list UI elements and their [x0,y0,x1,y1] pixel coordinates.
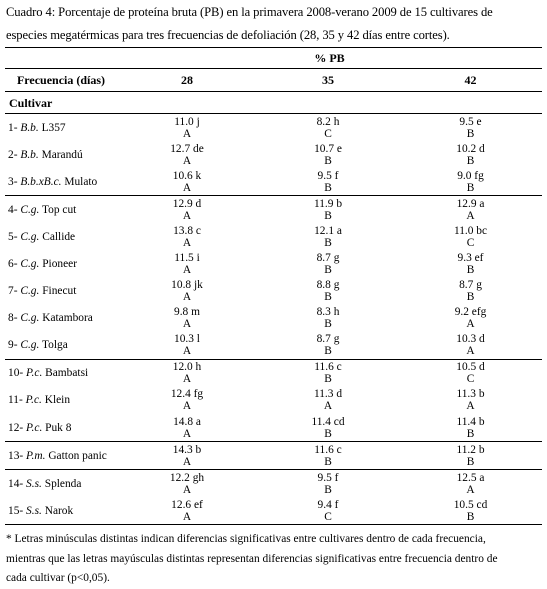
cultivar-number: 2- [8,148,18,161]
table-row [5,278,542,305]
pb-value: 9.4 f [317,498,339,511]
cultivar-name [5,278,117,305]
pb-cell-28 [117,114,257,142]
pb-value: 11.3 d [313,388,343,401]
table-row [5,250,542,277]
pb-cell-35 [257,141,399,168]
pb-cell-35 [257,414,399,442]
species-abbreviation: C.g. [20,258,40,271]
cultivar-number: 13- [8,449,24,462]
pb-value: 12.5 a [456,471,485,484]
frequency-letter: B [324,236,332,249]
table-row [5,196,542,224]
pb-value: 11.4 b [456,415,485,428]
frequency-letter: B [324,291,332,304]
frequency-letter: B [324,373,332,386]
pb-cell-28 [117,168,257,196]
pb-cell-35 [257,168,399,196]
pb-value: 8.7 g [459,279,482,292]
frequency-letter: B [466,427,475,440]
frequency-letter: C [324,510,332,523]
cultivar-label: Splenda [44,477,82,490]
frequency-letter: B [324,264,332,277]
cultivar-label: Gatton panic [48,449,107,462]
pb-cell-42 [399,305,542,332]
pb-value: 8.7 g [316,252,340,265]
cultivar-label: Klein [44,394,71,407]
frequency-letter: B [466,264,475,277]
pb-cell-35 [257,250,399,277]
pb-cell-35 [257,470,399,498]
pb-cell-28 [117,305,257,332]
cultivar-label: Mulato [64,175,98,188]
pb-value: 9.0 fg [457,169,484,182]
pb-cell-42 [399,141,542,168]
pb-cell-28 [117,387,257,414]
pb-cell-35 [257,305,399,332]
pb-value: 8.3 h [316,306,340,319]
pb-cell-42 [399,250,542,277]
pb-cell-42 [399,359,542,387]
pb-cell-42 [399,442,542,470]
frequency-letter: B [324,345,332,358]
pb-cell-28 [117,332,257,360]
cultivar-name [5,414,117,442]
cultivar-number: 4- [8,203,18,216]
pb-value: 11.0 bc [453,224,488,237]
pb-cell-42 [399,223,542,250]
pb-value: 10.8 jk [171,279,203,292]
group-header-row [5,48,542,69]
cultivar-number: 7- [8,285,18,298]
frequency-letter: A [182,181,192,194]
pb-cell-42 [399,278,542,305]
pb-value: 14.8 a [173,415,201,428]
cultivar-label: Narok [44,504,74,517]
cultivar-number: 1- [8,121,18,134]
cultivar-name [5,114,117,142]
frequency-letter: A [466,483,475,496]
table-row [5,114,542,142]
freq-35-header: 35 [257,69,399,92]
table-caption [6,1,546,47]
pb-cell-35 [257,442,399,470]
cultivar-number: 14- [8,477,24,490]
pb-value: 12.6 ef [171,498,203,511]
table-row [5,470,542,498]
cultivar-section-label: Cultivar [5,92,542,114]
pb-cell-42 [399,470,542,498]
cultivar-name [5,141,117,168]
frequency-letter: C [466,373,475,386]
frequency-letter: A [182,400,192,413]
pb-cell-28 [117,414,257,442]
species-abbreviation: B.b. [20,148,39,161]
pb-value: 8.7 g [316,333,340,346]
pb-value: 13.8 c [173,224,201,237]
pb-value: 11.5 i [174,252,200,265]
cultivar-name [5,305,117,332]
cultivar-name [5,442,117,470]
cultivar-number: 11- [8,394,23,407]
pb-cell-42 [399,497,542,525]
pb-cell-42 [399,196,542,224]
pb-value: 10.7 e [314,142,342,155]
species-abbreviation: P.c. [26,421,43,434]
pb-cell-42 [399,387,542,414]
pb-value: 10.3 d [456,333,485,346]
pb-cell-35 [257,114,399,142]
frequency-letter: A [466,209,475,222]
pb-cell-28 [117,250,257,277]
cultivar-label: Callide [42,230,76,243]
species-abbreviation: C.g. [20,312,40,325]
frequency-letter: B [324,455,332,468]
pb-value: 14.3 b [172,443,202,456]
cultivar-number: 10- [8,367,24,380]
pb-cell-42 [399,168,542,196]
pb-value: 12.4 fg [170,388,204,401]
pb-value: 9.8 m [174,306,200,319]
pb-value: 12.1 a [314,224,342,237]
caption-line-2: especies megatérmicas para tres frecuencias de defoliación (28, 35 y 42 días entre cortes). [6,28,450,42]
frequency-letter: A [182,264,192,277]
footnote-line-3: cada cultivar (p<0,05). [6,572,110,584]
pb-value: 11.6 c [314,361,342,374]
frequency-letter: A [182,373,192,386]
footnote-line-1: * Letras minúsculas distintas indican diferencias significativas entre cultivares dentro de cada frecuencia, [6,533,486,545]
pb-value: 11.4 cd [311,415,345,428]
frequency-letter: B [324,483,332,496]
pb-cell-28 [117,223,257,250]
cultivar-number: 8- [8,312,18,325]
table-row [5,141,542,168]
pb-cell-35 [257,223,399,250]
pb-value: 11.3 b [456,388,485,401]
table-row [5,497,542,525]
pb-value: 10.3 l [174,333,200,346]
cultivar-number: 6- [8,258,18,271]
group-header: % PB [117,48,542,69]
pb-value: 10.2 d [456,142,485,155]
cultivar-label: Top cut [42,203,77,216]
pb-cell-28 [117,278,257,305]
species-abbreviation: C.g. [20,230,40,243]
frequency-letter: A [182,345,192,358]
cultivar-label: Finecut [42,285,77,298]
table-row [5,442,542,470]
freq-28-header: 28 [117,69,257,92]
pb-cell-28 [117,196,257,224]
cultivar-name [5,497,117,525]
pb-cell-28 [117,442,257,470]
cultivar-label: Pioneer [42,258,78,271]
pb-value: 9.3 ef [457,252,484,265]
pb-cell-35 [257,278,399,305]
footnote-line-2: mientras que las letras mayúsculas distintas representan diferencias significativas entre frecuencia dentro de [6,552,498,565]
frequency-letter: A [182,455,192,468]
frequency-letter: A [466,400,475,413]
species-abbreviation: S.s. [26,504,42,517]
cultivar-number: 12- [8,421,24,434]
pb-value: 12.0 h [172,361,202,374]
frequency-letter: B [466,291,475,304]
pb-value: 10.5 d [456,361,485,374]
cultivar-number: 9- [8,339,18,352]
pb-cell-28 [117,141,257,168]
pb-value: 9.2 efg [454,306,487,319]
footnote [6,530,542,589]
frequency-label: Frecuencia (días) [5,69,117,92]
species-abbreviation: B.b.xB.c. [20,175,62,188]
frequency-letter: B [324,209,332,222]
pb-cell-42 [399,114,542,142]
frequency-letter: A [182,154,192,167]
frequency-letter: B [324,181,332,194]
cultivar-label: L357 [41,121,66,134]
cultivar-name [5,332,117,360]
pb-cell-35 [257,359,399,387]
frequency-letter: A [182,427,192,440]
pb-value: 12.7 de [170,142,204,155]
frequency-letter: B [324,318,332,331]
frequency-letter: B [466,181,475,194]
table-row [5,414,542,442]
frequency-letter: A [182,236,192,249]
cultivar-label: Puk 8 [45,421,72,434]
caption-line-1: Cuadro 4: Porcentaje de proteína bruta (PB) en la primavera 2008-verano 2009 de 15 cultivares de [6,5,493,19]
pb-value: 11.6 c [314,443,342,456]
frequency-letter: B [324,154,332,167]
cultivar-label: Katambora [42,312,93,325]
cultivar-number: 3- [8,175,18,188]
pb-value: 12.9 a [456,197,485,210]
pb-cell-35 [257,497,399,525]
pb-cell-28 [117,497,257,525]
cultivar-name [5,250,117,277]
cultivar-number: 15- [8,504,24,517]
cultivar-name [5,470,117,498]
pb-value: 11.9 b [313,197,343,210]
pb-cell-35 [257,387,399,414]
pb-value: 11.2 b [456,443,485,456]
pb-cell-35 [257,332,399,360]
frequency-letter: A [466,318,475,331]
frequency-letter: A [466,345,475,358]
frequency-letter: C [324,127,332,140]
cultivar-name [5,359,117,387]
species-abbreviation: C.g. [20,285,40,298]
pb-cell-28 [117,359,257,387]
species-abbreviation: B.b. [20,121,39,134]
frequency-letter: A [182,510,192,523]
species-abbreviation: S.s. [26,477,42,490]
table-row [5,332,542,360]
frequency-letter: A [323,400,333,413]
frequency-letter: B [466,455,475,468]
pb-value: 8.2 h [316,115,340,128]
pb-value: 8.8 g [316,279,340,292]
frequency-letter: A [182,209,192,222]
table-row [5,305,542,332]
species-abbreviation: P.m. [26,449,46,462]
cultivar-name [5,196,117,224]
frequency-letter: A [182,291,192,304]
pb-value: 9.5 f [317,471,339,484]
cultivar-label: Marandú [41,148,83,161]
cultivar-name [5,387,117,414]
cultivar-name [5,168,117,196]
column-header-row [5,69,542,92]
frequency-letter: A [182,318,192,331]
frequency-letter: A [182,483,192,496]
species-abbreviation: P.c. [26,367,43,380]
pb-cell-35 [257,196,399,224]
frequency-letter: A [182,127,192,140]
frequency-letter: B [466,154,475,167]
cultivar-name [5,223,117,250]
pb-value: 11.0 j [174,115,200,128]
table-row [5,223,542,250]
pb-value: 12.2 gh [169,471,205,484]
frequency-letter: B [324,427,332,440]
table-row [5,387,542,414]
table-row [5,359,542,387]
frequency-letter: B [466,510,475,523]
cultivar-number: 5- [8,230,18,243]
protein-table [5,47,542,525]
frequency-letter: C [466,236,475,249]
cultivar-label: Tolga [42,339,68,352]
table-row [5,168,542,196]
pb-value: 9.5 f [317,169,339,182]
section-header-row [5,92,542,114]
pb-value: 12.9 d [172,197,202,210]
species-abbreviation: P.c. [25,394,42,407]
pb-cell-42 [399,332,542,360]
pb-value: 10.5 cd [453,498,488,511]
pb-cell-42 [399,414,542,442]
pb-value: 9.5 e [459,115,482,128]
freq-42-header: 42 [399,69,542,92]
species-abbreviation: C.g. [20,203,40,216]
species-abbreviation: C.g. [20,339,40,352]
frequency-letter: B [466,127,475,140]
pb-value: 10.6 k [172,169,202,182]
cultivar-label: Bambatsi [45,367,89,380]
pb-cell-28 [117,470,257,498]
